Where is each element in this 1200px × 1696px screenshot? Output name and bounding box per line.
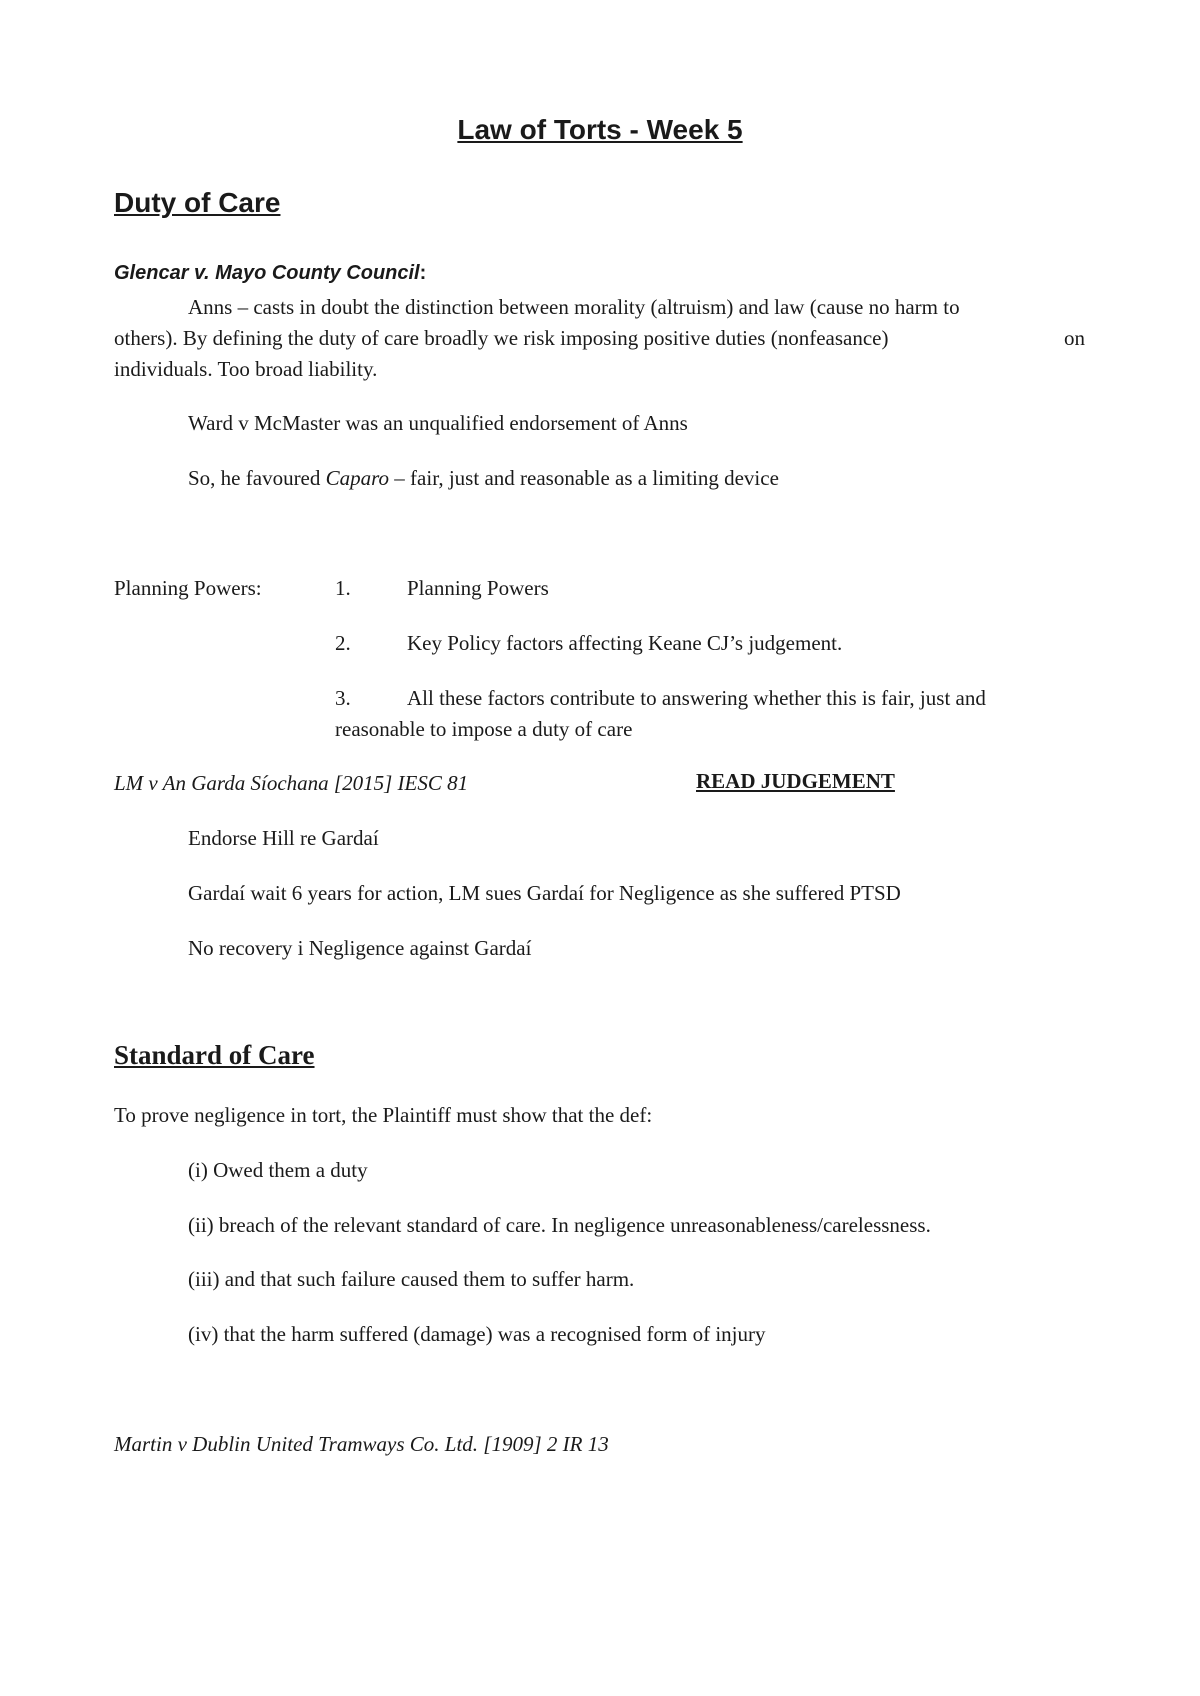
planning-item-1-text: Planning Powers bbox=[407, 576, 549, 600]
standard-item-iv: (iv) that the harm suffered (damage) was a recognised form of injury bbox=[188, 1322, 766, 1346]
glencar-case-name: Glencar v. Mayo County Council bbox=[114, 262, 420, 284]
caparo-line bbox=[188, 466, 779, 491]
glencar-colon: : bbox=[419, 262, 427, 284]
lm-case-citation: LM v An Garda Síochana [2015] IESC 81 bbox=[114, 771, 469, 795]
planning-item-3-continued: reasonable to impose a duty of care bbox=[335, 717, 633, 741]
planning-item-2-text: Key Policy factors affecting Keane CJ’s judgement. bbox=[407, 631, 843, 655]
lm-line-2: Gardaí wait 6 years for action, LM sues Gardaí for Negligence as she suffered PTSD bbox=[188, 881, 901, 905]
standard-intro: To prove negligence in tort, the Plaintiff must show that the def: bbox=[114, 1103, 653, 1127]
glencar-para-line-2b: on bbox=[1064, 326, 1085, 350]
caparo-case: Caparo bbox=[325, 466, 390, 490]
planning-item-3-text: All these factors contribute to answering whether this is fair, just and bbox=[407, 686, 986, 710]
glencar-para-line-1: Anns – casts in doubt the distinction between morality (altruism) and law (cause no harm to bbox=[188, 295, 960, 319]
caparo-suffix: – fair, just and reasonable as a limiting device bbox=[389, 466, 779, 490]
planning-item-3-num: 3. bbox=[335, 686, 351, 710]
lm-line-1: Endorse Hill re Gardaí bbox=[188, 826, 379, 850]
glencar-case-heading bbox=[114, 262, 426, 285]
lm-line-3: No recovery i Negligence against Gardaí bbox=[188, 936, 532, 960]
planning-item-2-num: 2. bbox=[335, 631, 351, 655]
planning-powers-label: Planning Powers: bbox=[114, 576, 262, 600]
standard-item-ii: (ii) breach of the relevant standard of care. In negligence unreasonableness/carelessness. bbox=[188, 1213, 931, 1237]
read-judgement-note: READ JUDGEMENT bbox=[696, 769, 895, 793]
duty-of-care-heading: Duty of Care bbox=[114, 187, 281, 218]
planning-item-1-num: 1. bbox=[335, 576, 351, 600]
standard-item-i: (i) Owed them a duty bbox=[188, 1158, 368, 1182]
standard-of-care-heading: Standard of Care bbox=[114, 1040, 315, 1070]
ward-v-mcmaster-line: Ward v McMaster was an unqualified endorsement of Anns bbox=[188, 411, 688, 435]
caparo-prefix: So, he favoured bbox=[188, 466, 326, 490]
glencar-para-line-3: individuals. Too broad liability. bbox=[114, 357, 378, 381]
standard-item-iii: (iii) and that such failure caused them to suffer harm. bbox=[188, 1267, 635, 1291]
page-title: Law of Torts - Week 5 bbox=[457, 114, 743, 145]
glencar-para-line-2a: others). By defining the duty of care broadly we risk imposing positive duties (nonfeasance) bbox=[114, 326, 889, 350]
martin-case-citation: Martin v Dublin United Tramways Co. Ltd. [1909] 2 IR 13 bbox=[114, 1432, 609, 1456]
